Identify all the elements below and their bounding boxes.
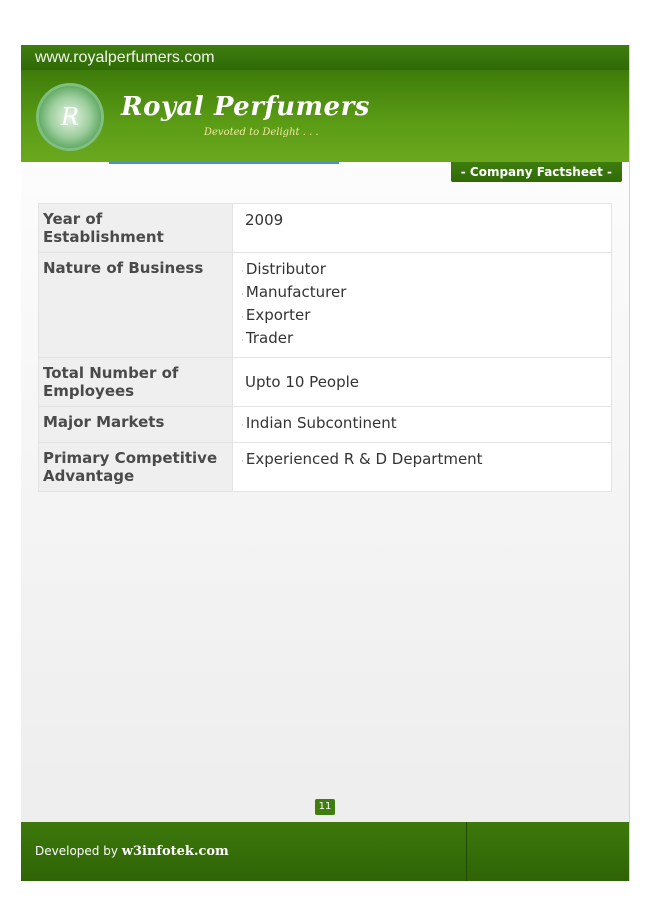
list-item (241, 413, 607, 436)
list-item-text: Manufacturer (245, 283, 347, 301)
list-item-text: Experienced R & D Department (245, 450, 483, 468)
developer-credit (35, 844, 229, 859)
brand-tagline: Devoted to Delight . . . (204, 127, 319, 138)
value-text: 2009 (245, 211, 284, 229)
list-item-text: Distributor (245, 260, 326, 278)
row-label: Year of Establishment (39, 204, 233, 253)
flower-logo-icon (39, 86, 101, 148)
table-row (39, 253, 612, 358)
list-item (241, 282, 607, 305)
bullet-icon: · (241, 290, 244, 300)
bullet-icon: · (241, 457, 244, 467)
value-text: Upto 10 People (245, 373, 360, 391)
list-item (241, 449, 607, 472)
brand-header (21, 70, 629, 162)
header-divider (109, 162, 339, 164)
list-item (241, 259, 607, 282)
row-label: Major Markets (39, 407, 233, 443)
bullet-icon: · (241, 313, 244, 323)
footer-divider (466, 822, 467, 881)
website-url[interactable]: www.royalperfumers.com (21, 45, 629, 70)
page-footer (21, 822, 629, 881)
list-item (241, 328, 607, 351)
list-item-text: Indian Subcontinent (245, 414, 397, 432)
developer-link[interactable]: w3infotek.com (121, 844, 229, 859)
list-item-text: Exporter (245, 306, 311, 324)
bullet-icon: · (241, 336, 244, 346)
table-row (39, 443, 612, 492)
table-row (39, 358, 612, 407)
row-label: Nature of Business (39, 253, 233, 358)
bullet-icon: · (241, 421, 244, 431)
row-label: Primary Competitive Advantage (39, 443, 233, 492)
row-value (233, 204, 612, 253)
table-row (39, 407, 612, 443)
row-value (233, 358, 612, 407)
row-value (233, 443, 612, 492)
list-item (241, 305, 607, 328)
credit-prefix: Developed by (35, 844, 118, 858)
brand-name: Royal Perfumers (121, 92, 370, 122)
section-tab: - Company Factsheet - (451, 162, 622, 182)
page-number: 11 (315, 799, 335, 815)
factsheet-page (21, 45, 630, 881)
row-label: Total Number of Employees (39, 358, 233, 407)
table-row (39, 204, 612, 253)
row-value (233, 253, 612, 358)
facts-table (38, 203, 612, 492)
list-item-text: Trader (245, 329, 294, 347)
row-value (233, 407, 612, 443)
bullet-icon: · (241, 267, 244, 277)
logo-letter: R (60, 103, 80, 131)
